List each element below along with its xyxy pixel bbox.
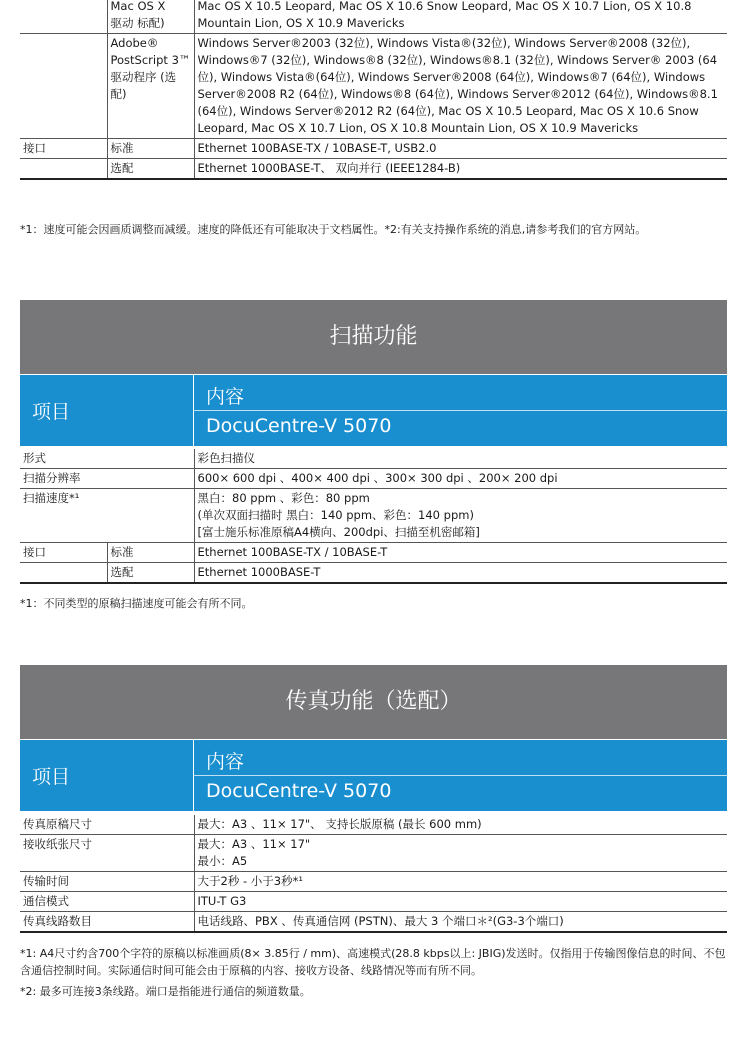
table-cell: ITU-T G3 — [194, 892, 727, 912]
scan-spec-table — [20, 449, 727, 584]
receive-min: 最小：A5 — [197, 854, 248, 868]
table-cell: 传真原稿尺寸 — [20, 815, 194, 835]
table-cell: 选配 — [107, 159, 194, 180]
table-row — [20, 543, 727, 563]
table-row — [20, 815, 727, 835]
table-cell: 通信模式 — [20, 892, 194, 912]
table-row — [20, 835, 727, 872]
table-cell: Mac OS X 驱动 标配) — [107, 0, 194, 34]
table-cell: 标准 — [107, 139, 194, 159]
fax-footnote-2: *2: 最多可连接3条线路。端口是指能进行通信的频道数量。 — [20, 985, 311, 998]
table-cell: 形式 — [20, 449, 194, 469]
table-cell: 接口 — [20, 543, 107, 563]
receive-max: 最大：A3 、11× 17" — [197, 837, 311, 851]
table-cell: 扫描分辨率 — [20, 469, 194, 489]
scan-header-content: 内容 — [194, 375, 727, 410]
table-cell — [20, 159, 107, 180]
table-cell — [20, 34, 107, 139]
table-cell: Ethernet 1000BASE-T、 双向并行 (IEEE1284-B) — [194, 159, 727, 180]
table-cell: Ethernet 100BASE-TX / 10BASE-T — [194, 543, 727, 563]
table-cell: Ethernet 100BASE-TX / 10BASE-T, USB2.0 — [194, 139, 727, 159]
table-cell: 扫描速度*¹ — [20, 489, 194, 543]
table-row — [20, 34, 727, 139]
table-cell: 大于2秒 - 小于3秒*¹ — [194, 872, 727, 892]
scan-speed-duplex: (单次双面扫描时 黑白：140 ppm、彩色：140 ppm) — [197, 508, 474, 522]
fax-header-content: 内容 — [194, 740, 727, 775]
table-cell: Adobe® PostScript 3™ 驱动程序 (选配) — [107, 34, 194, 139]
table-cell — [194, 835, 727, 872]
table-cell: 传输时间 — [20, 872, 194, 892]
table-cell: Ethernet 1000BASE-T — [194, 563, 727, 584]
table-row — [20, 449, 727, 469]
scan-footnote: *1：不同类型的原稿扫描速度可能会有所不同。 — [20, 597, 253, 610]
fax-spec-table — [20, 815, 727, 933]
table-cell — [20, 563, 107, 584]
table-cell: 600× 600 dpi 、400× 400 dpi 、300× 300 dpi 、200× 200 dpi — [194, 469, 727, 489]
table-cell: Mac OS X 10.5 Leopard, Mac OS X 10.6 Snow Leopard, Mac OS X 10.7 Lion, OS X 10.8 Mountain Lion, OS X 10.9 Mavericks — [194, 0, 727, 34]
table-cell: 电话线路、PBX 、传真通信网 (PSTN)、最大 3 个端口＊²(G3-3个端口) — [194, 912, 727, 933]
table-cell — [194, 489, 727, 543]
table-cell: Windows Server®2003 (32位), Windows Vista®(32位), Windows Server®2008 (32位), Windows®7 (32位), Windows®8 (32位), Windows®8.1 (32位), Windows Server® 2003 (64位), Windows Vista®(64位), Windows Server®2008 (64位), Windows®7 (64位), Windows Server®2008 R2 (64位), Windows®8 (64位), Windows Server®2012 (64位), Windows®8.1 (64位), Windows Server®2012 R2 (64位), Mac OS X 10.5 Leopard, Mac OS X 10.6 Snow Leopard, Mac OS X 10.7 Lion, OS X 10.8 Mountain Lion, OS X 10.9 Mavericks — [194, 34, 727, 139]
table-cell: 最大：A3 、11× 17"、 支持长版原稿 (最长 600 mm) — [194, 815, 727, 835]
table-row — [20, 872, 727, 892]
table-row — [20, 469, 727, 489]
scan-speed-line: 黑白：80 ppm 、彩色：80 ppm — [197, 491, 370, 505]
table-row — [20, 489, 727, 543]
fax-footnote-1: *1: A4尺寸约含700个字符的原稿以标准画质(8× 3.85行 / mm)、高速模式(28.8 kbps以上: JBIG)发送时。仅指用于传输图像信息的时间、不包含通信控制时间。实际通信时间可能会由于原稿的内容、接收方设备、线路情况等而有所不同。 — [20, 947, 726, 977]
fax-header-model: DocuCentre-V 5070 — [194, 776, 727, 811]
fax-section-title: 传真功能（选配） — [20, 665, 727, 739]
table-cell — [20, 0, 107, 34]
table-cell: 接口 — [20, 139, 107, 159]
print-spec-table — [20, 0, 727, 180]
table-cell: 彩色扫描仪 — [194, 449, 727, 469]
scan-header-model: DocuCentre-V 5070 — [194, 411, 727, 446]
scan-section-title: 扫描功能 — [20, 300, 727, 374]
table-cell: 接收纸张尺寸 — [20, 835, 194, 872]
table-row — [20, 139, 727, 159]
table-row — [20, 159, 727, 180]
table-cell: 标准 — [107, 543, 194, 563]
table-row — [20, 0, 727, 34]
table-row — [20, 563, 727, 584]
table-row — [20, 892, 727, 912]
table-cell: 选配 — [107, 563, 194, 584]
print-footnote: *1：速度可能会因画质调整而减缓。速度的降低还有可能取决于文档属性。*2:有关支持操作系统的消息,请参考我们的官方网站。 — [20, 223, 647, 236]
fax-header-item: 项目 — [20, 740, 193, 811]
scan-header-item: 项目 — [20, 375, 193, 446]
scan-speed-condition: [富士施乐标准原稿A4横向、200dpi、扫描至机密邮箱] — [197, 525, 480, 539]
table-cell: 传真线路数目 — [20, 912, 194, 933]
table-row — [20, 912, 727, 933]
